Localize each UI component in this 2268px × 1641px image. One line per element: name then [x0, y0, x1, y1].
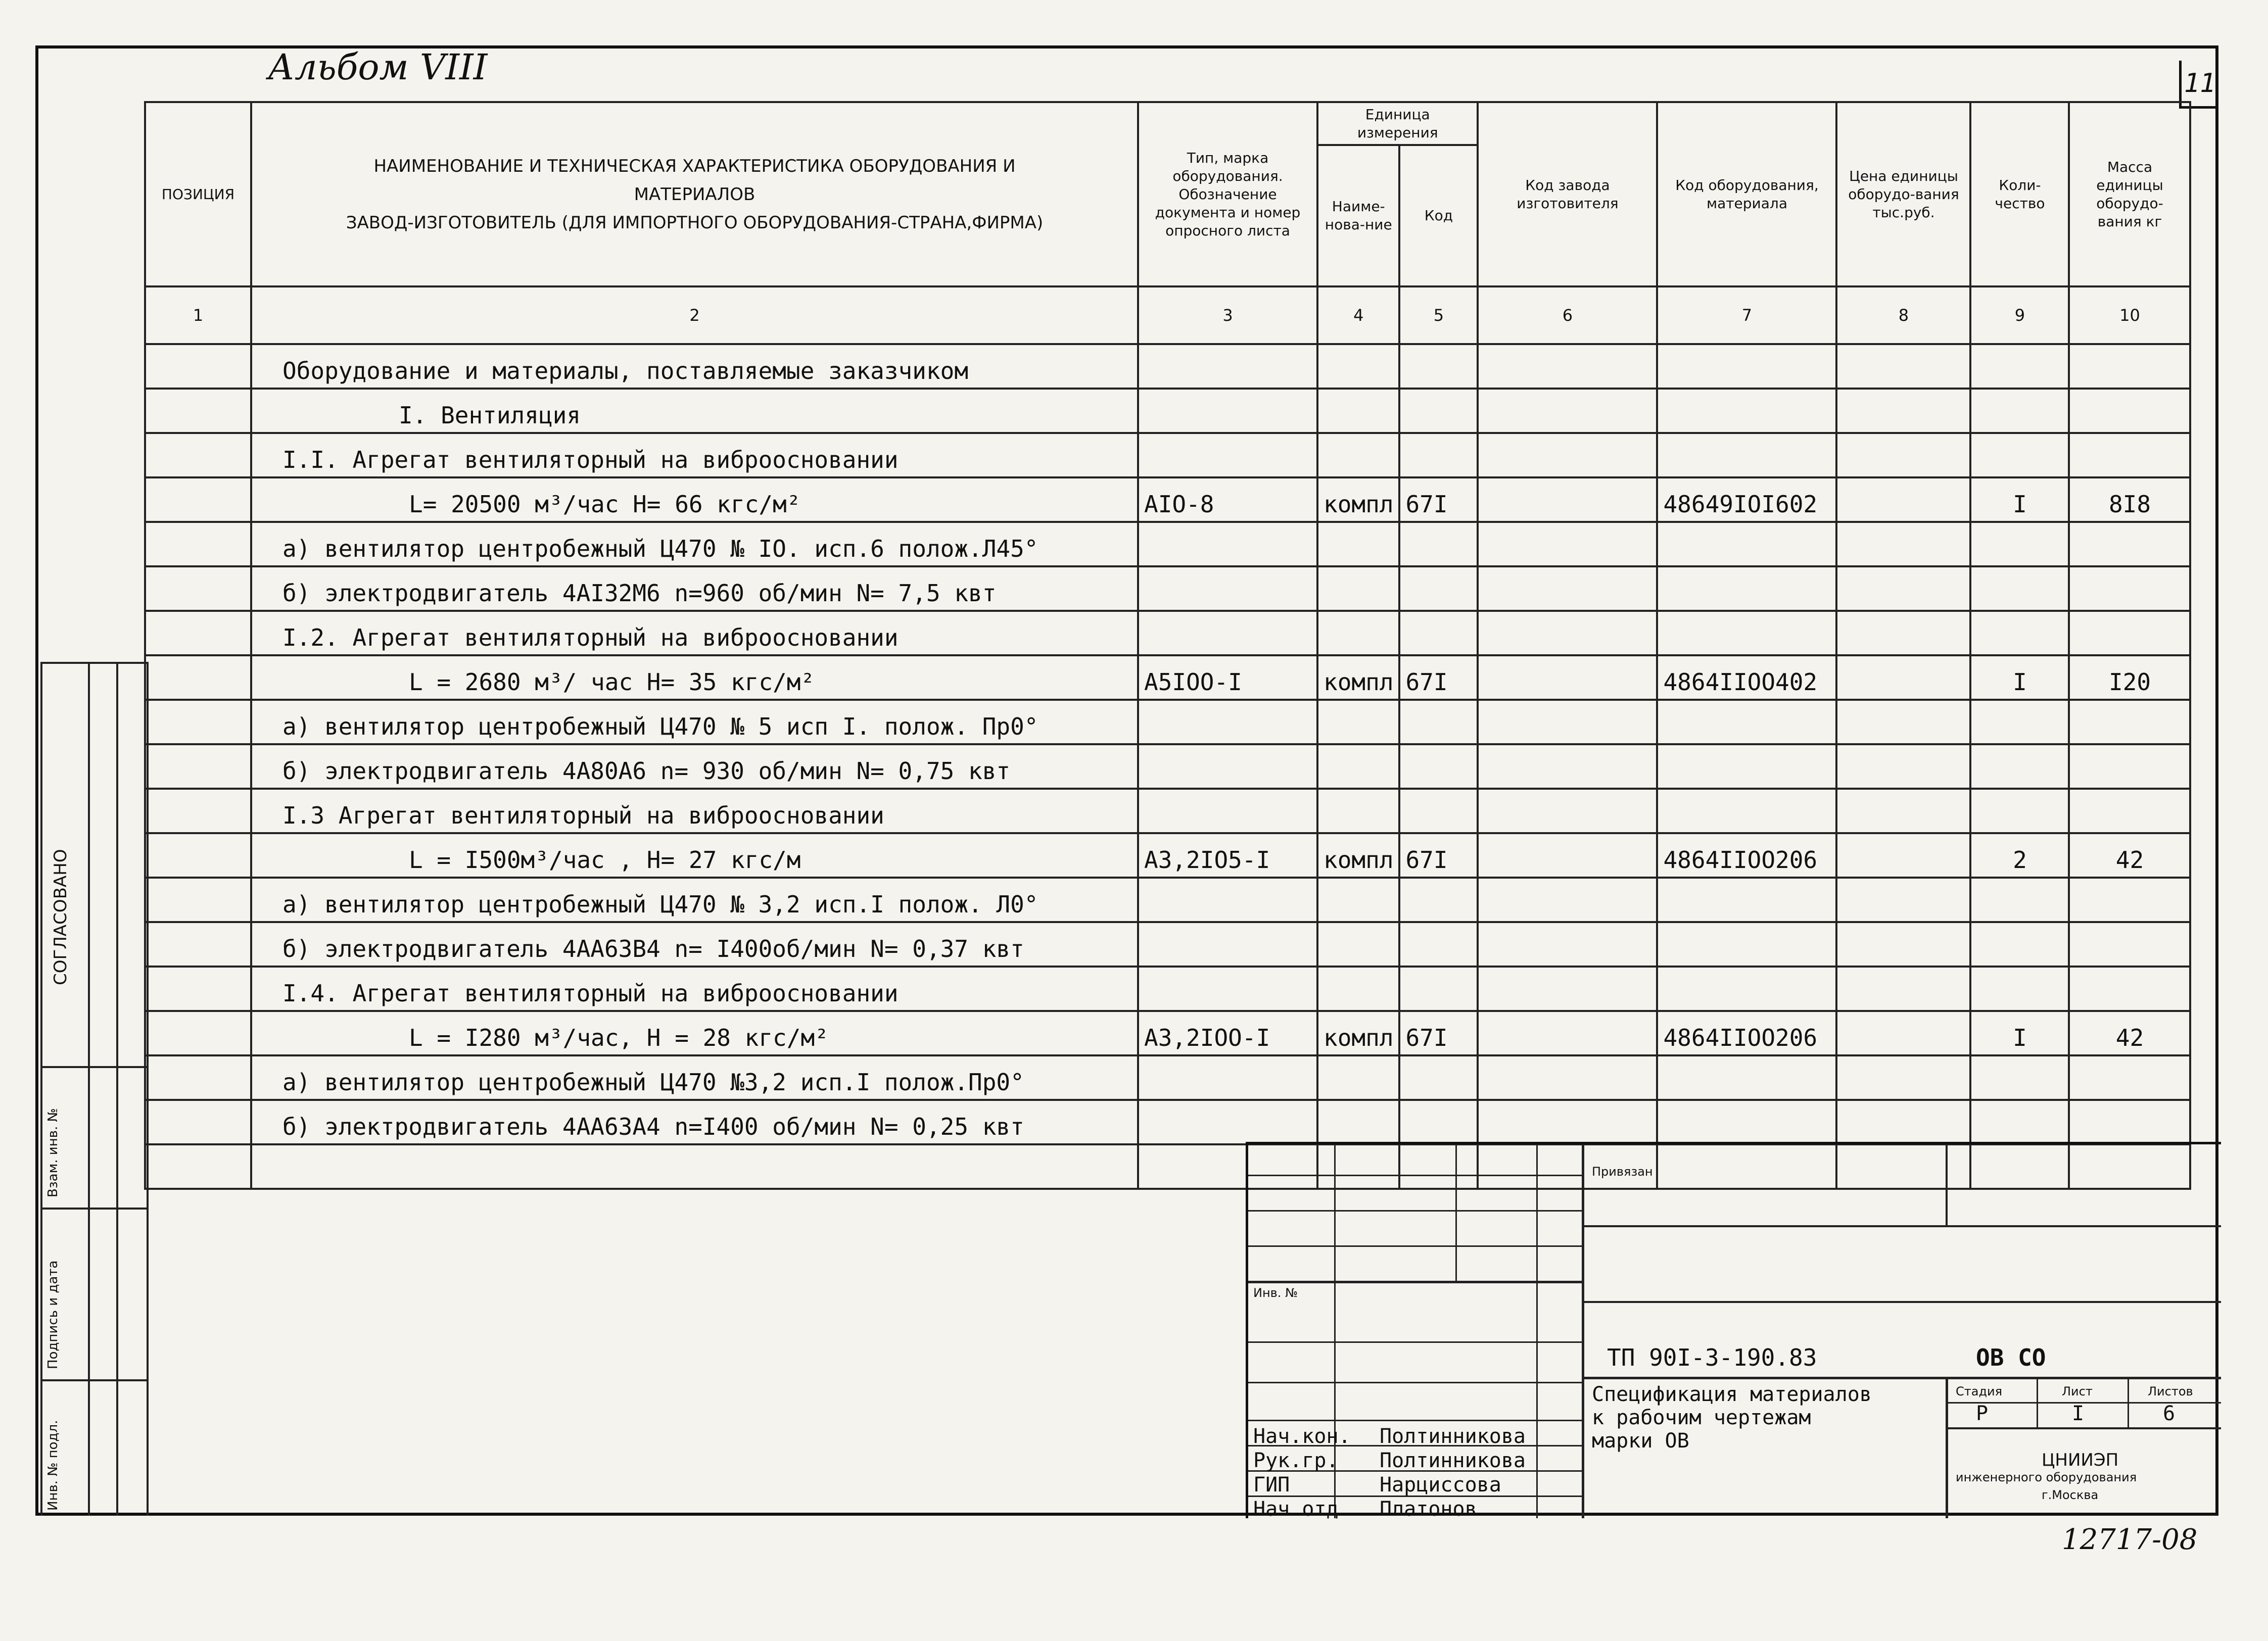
table-row — [145, 389, 2190, 433]
cell-type — [1138, 878, 1317, 922]
inv-no-label: Инв. № — [1253, 1286, 1298, 1300]
cell-type — [1138, 1100, 1317, 1144]
table-row — [145, 477, 2190, 522]
cell-pos — [145, 1100, 251, 1144]
cell-factory — [1478, 967, 1657, 1011]
col-num: 3 — [1138, 286, 1317, 344]
cell-material — [1657, 744, 1836, 789]
cell-qty — [1970, 1055, 2069, 1100]
cell-pos — [145, 433, 251, 477]
cell-material — [1657, 922, 1836, 967]
table-row — [145, 611, 2190, 655]
cell-qty — [1970, 389, 2069, 433]
header-quantity: Коли-чество — [1970, 102, 2069, 286]
cell-qty — [1970, 744, 2069, 789]
cell-unit — [1317, 789, 1399, 833]
cell-price — [1836, 878, 1970, 922]
cell-price — [1836, 611, 1970, 655]
cell-material — [1657, 878, 1836, 922]
org-line2: инженерного оборудования — [1956, 1470, 2137, 1484]
cell-qty — [1970, 1100, 2069, 1144]
header-name-line1: НАИМЕНОВАНИЕ И ТЕХНИЧЕСКАЯ ХАРАКТЕРИСТИКА ОБОРУДОВАНИЯ И — [373, 156, 1016, 176]
cell-name: а) вентилятор центробежный Ц470 № 5 исп I. полож. Пр0° — [251, 700, 1138, 744]
document-code: ТП 90I-3-190.83 — [1607, 1344, 1817, 1371]
cell-unit — [1317, 522, 1399, 566]
cell-name: а) вентилятор центробежный Ц470 №3,2 исп.I полож.Пр0° — [251, 1055, 1138, 1100]
cell-factory — [1478, 433, 1657, 477]
cell-mass: 42 — [2069, 1011, 2190, 1055]
header-price: Цена единицы оборудо-вания тыс.руб. — [1836, 102, 1970, 286]
col-num: 8 — [1836, 286, 1970, 344]
cell-mass — [2069, 344, 2190, 389]
col-num: 5 — [1399, 286, 1478, 344]
cell-qty — [1970, 878, 2069, 922]
cell-price — [1836, 1011, 1970, 1055]
cell-type — [1138, 700, 1317, 744]
table-row — [145, 922, 2190, 967]
table-row — [145, 789, 2190, 833]
sheet-number: 11 — [2179, 61, 2218, 109]
title-block — [1246, 1142, 2221, 1521]
cell-price — [1836, 789, 1970, 833]
cell-name: I.2. Агрегат вентиляторный на виброосновании — [251, 611, 1138, 655]
header-name — [251, 102, 1138, 286]
cell-mass — [2069, 744, 2190, 789]
cell-type — [1138, 566, 1317, 611]
cell-factory — [1478, 789, 1657, 833]
cell-unit — [1317, 389, 1399, 433]
cell-pos — [145, 1011, 251, 1055]
cell-unit — [1317, 922, 1399, 967]
table-row — [145, 1100, 2190, 1144]
cell-material — [1657, 611, 1836, 655]
table-row — [145, 744, 2190, 789]
header-type: Тип, марка оборудования. Обозначение документа и номер опросного листа — [1138, 102, 1317, 286]
title-line3: марки ОВ — [1592, 1429, 1689, 1453]
signature-date-label: Подпись и дата — [45, 1260, 61, 1369]
cell-code — [1399, 344, 1478, 389]
cell-price — [1836, 700, 1970, 744]
col-num: 1 — [145, 286, 251, 344]
cell-code: 67I — [1399, 477, 1478, 522]
cell-price — [1836, 833, 1970, 878]
cell-unit: компл — [1317, 1011, 1399, 1055]
cell-qty — [1970, 611, 2069, 655]
cell-type — [1138, 344, 1317, 389]
cell-mass — [2069, 789, 2190, 833]
cell-material — [1657, 522, 1836, 566]
agreed-label: СОГЛАСОВАНО — [51, 849, 71, 985]
cell-pos — [145, 566, 251, 611]
cell-mass — [2069, 700, 2190, 744]
cell-material — [1657, 344, 1836, 389]
stage-header: Стадия — [1956, 1384, 2003, 1398]
cell-factory — [1478, 389, 1657, 433]
stage-value: Р — [1976, 1402, 1989, 1425]
cell-factory — [1478, 522, 1657, 566]
title-line1: Спецификация материалов — [1592, 1383, 1872, 1406]
cell-price — [1836, 344, 1970, 389]
col-num: 7 — [1657, 286, 1836, 344]
cell-price — [1836, 566, 1970, 611]
cell-mass: 8I8 — [2069, 477, 2190, 522]
col-num: 4 — [1317, 286, 1399, 344]
table-row — [145, 344, 2190, 389]
cell-unit — [1317, 1055, 1399, 1100]
cell-factory — [1478, 833, 1657, 878]
cell-unit — [1317, 433, 1399, 477]
cell-pos — [145, 477, 251, 522]
bottom-archive-code: 12717-08 — [2062, 1523, 2198, 1556]
cell-price — [1836, 1055, 1970, 1100]
cell-code: 67I — [1399, 833, 1478, 878]
cell-unit: компл — [1317, 477, 1399, 522]
person-2: Полтинникова — [1380, 1449, 1526, 1472]
cell-type — [1138, 389, 1317, 433]
cell-unit — [1317, 967, 1399, 1011]
cell-qty — [1970, 967, 2069, 1011]
cell-pos — [145, 922, 251, 967]
privyazan-label: Привязан — [1592, 1165, 1653, 1179]
cell-factory — [1478, 744, 1657, 789]
cell-type: A3,2IOO-I — [1138, 1011, 1317, 1055]
header-factory-code: Код завода изготовителя — [1478, 102, 1657, 286]
table-row — [145, 833, 2190, 878]
cell-name: Оборудование и материалы, поставляемые заказчиком — [251, 344, 1138, 389]
cell-name: L = 2680 м³/ час H= 35 кгс/м² — [251, 655, 1138, 700]
table-row — [145, 700, 2190, 744]
cell-pos — [145, 1144, 251, 1189]
cell-unit — [1317, 700, 1399, 744]
col-num: 9 — [1970, 286, 2069, 344]
table-row — [145, 655, 2190, 700]
cell-material — [1657, 1055, 1836, 1100]
cell-code — [1399, 433, 1478, 477]
cell-mass — [2069, 922, 2190, 967]
cell-price — [1836, 522, 1970, 566]
cell-price — [1836, 922, 1970, 967]
cell-qty — [1970, 522, 2069, 566]
cell-unit — [1317, 878, 1399, 922]
column-number-row — [145, 286, 2190, 344]
cell-qty: I — [1970, 655, 2069, 700]
header-unit-code: Код — [1399, 145, 1478, 286]
table-row — [145, 967, 2190, 1011]
cell-name: б) электродвигатель 4АI32М6 n=960 об/мин N= 7,5 квт — [251, 566, 1138, 611]
cell-code — [1399, 566, 1478, 611]
cell-factory — [1478, 611, 1657, 655]
cell-type: A5IOO-I — [1138, 655, 1317, 700]
cell-mass — [2069, 566, 2190, 611]
cell-factory — [1478, 566, 1657, 611]
cell-type — [1138, 744, 1317, 789]
cell-material: 4864IIOO206 — [1657, 833, 1836, 878]
cell-price — [1836, 967, 1970, 1011]
cell-pos — [145, 344, 251, 389]
cell-code — [1399, 922, 1478, 967]
cell-unit — [1317, 344, 1399, 389]
inv-original-label: Инв. № подл. — [45, 1420, 61, 1511]
cell-qty — [1970, 789, 2069, 833]
person-4: Платонов — [1380, 1498, 1477, 1521]
cell-material: 4864IIOO402 — [1657, 655, 1836, 700]
cell-pos — [145, 744, 251, 789]
table-row — [145, 566, 2190, 611]
cell-pos — [145, 878, 251, 922]
cell-code: 67I — [1399, 655, 1478, 700]
header-material-code: Код оборудования, материала — [1657, 102, 1836, 286]
cell-name: а) вентилятор центробежный Ц470 № 3,2 исп.I полож. Л0° — [251, 878, 1138, 922]
cell-name: б) электродвигатель 4АА63А4 n=I400 об/мин N= 0,25 квт — [251, 1100, 1138, 1144]
cell-name: б) электродвигатель 4АА63В4 n= I400об/мин N= 0,37 квт — [251, 922, 1138, 967]
cell-unit — [1317, 611, 1399, 655]
cell-factory — [1478, 655, 1657, 700]
role-1: Нач.кон. — [1253, 1425, 1351, 1448]
title-line2: к рабочим чертежам — [1592, 1406, 1811, 1429]
cell-type — [1138, 1055, 1317, 1100]
cell-code — [1399, 389, 1478, 433]
role-3: ГИП — [1253, 1473, 1290, 1497]
header-mass: Масса единицы оборудо-вания кг — [2069, 102, 2190, 286]
cell-price — [1836, 477, 1970, 522]
cell-mass — [2069, 522, 2190, 566]
cell-mass — [2069, 967, 2190, 1011]
cell-pos — [145, 389, 251, 433]
left-approval-strip — [40, 662, 147, 1516]
cell-type: A3,2IO5-I — [1138, 833, 1317, 878]
cell-material — [1657, 433, 1836, 477]
cell-material: 48649IOI602 — [1657, 477, 1836, 522]
cell-pos — [145, 655, 251, 700]
cell-name: L = I280 м³/час, H = 28 кгс/м² — [251, 1011, 1138, 1055]
cell-type — [1138, 967, 1317, 1011]
specification-table — [144, 101, 2191, 1190]
cell-type — [1138, 922, 1317, 967]
cell-mass — [2069, 433, 2190, 477]
cell-code — [1399, 522, 1478, 566]
cell-code — [1399, 744, 1478, 789]
cell-qty — [1970, 433, 2069, 477]
cell-pos — [145, 789, 251, 833]
table-row — [145, 522, 2190, 566]
role-2: Рук.гр. — [1253, 1449, 1339, 1472]
cell-code — [1399, 789, 1478, 833]
cell-mass — [2069, 1055, 2190, 1100]
cell-pos — [145, 611, 251, 655]
cell-factory — [1478, 1100, 1657, 1144]
cell-code — [1399, 967, 1478, 1011]
cell-mass: I20 — [2069, 655, 2190, 700]
cell-factory — [1478, 344, 1657, 389]
cell-qty: I — [1970, 1011, 2069, 1055]
cell-mass — [2069, 878, 2190, 922]
cell-mass — [2069, 1100, 2190, 1144]
cell-qty: I — [1970, 477, 2069, 522]
sheets-value: 6 — [2163, 1402, 2176, 1425]
header-unit-name: Наиме-нова-ние — [1317, 145, 1399, 286]
cell-factory — [1478, 878, 1657, 922]
cell-name: а) вентилятор центробежный Ц470 № IO. исп.6 полож.Л45° — [251, 522, 1138, 566]
cell-name — [251, 1144, 1138, 1189]
cell-material — [1657, 566, 1836, 611]
cell-price — [1836, 655, 1970, 700]
cell-unit — [1317, 1100, 1399, 1144]
cell-factory — [1478, 922, 1657, 967]
cell-pos — [145, 522, 251, 566]
cell-factory — [1478, 700, 1657, 744]
table-row — [145, 1055, 2190, 1100]
cell-name: L= 20500 м³/час H= 66 кгс/м² — [251, 477, 1138, 522]
cell-type — [1138, 522, 1317, 566]
cell-mass — [2069, 389, 2190, 433]
cell-type — [1138, 789, 1317, 833]
person-1: Полтинникова — [1380, 1425, 1526, 1448]
org-line3: г.Москва — [2042, 1488, 2099, 1502]
cell-name: I.I. Агрегат вентиляторный на виброосновании — [251, 433, 1138, 477]
album-label: Альбом VIII — [268, 46, 488, 88]
org-line1: ЦНИИЭП — [2042, 1450, 2119, 1470]
cell-material: 4864IIOO206 — [1657, 1011, 1836, 1055]
cell-qty: 2 — [1970, 833, 2069, 878]
cell-name: L = I500м³/час , H= 27 кгс/м — [251, 833, 1138, 878]
cell-code — [1399, 1055, 1478, 1100]
header-name-line3: ЗАВОД-ИЗГОТОВИТЕЛЬ (ДЛЯ ИМПОРТНОГО ОБОРУДОВАНИЯ-СТРАНА,ФИРМА) — [346, 212, 1044, 233]
cell-code — [1399, 611, 1478, 655]
table-row — [145, 1011, 2190, 1055]
cell-qty — [1970, 922, 2069, 967]
sheet-header: Лист — [2062, 1384, 2093, 1398]
cell-name: I.3 Агрегат вентиляторный на виброосновании — [251, 789, 1138, 833]
role-4: Нач.отд. — [1253, 1498, 1351, 1521]
cell-factory — [1478, 1055, 1657, 1100]
cell-type — [1138, 611, 1317, 655]
cell-material — [1657, 789, 1836, 833]
cell-pos — [145, 967, 251, 1011]
cell-qty — [1970, 344, 2069, 389]
col-num: 2 — [251, 286, 1138, 344]
sheet-value: I — [2072, 1402, 2085, 1425]
table-row — [145, 878, 2190, 922]
cell-material — [1657, 967, 1836, 1011]
header-unit: Единица измерения — [1317, 102, 1478, 145]
cell-pos — [145, 833, 251, 878]
cell-price — [1836, 744, 1970, 789]
cell-type — [1138, 433, 1317, 477]
cell-unit — [1317, 566, 1399, 611]
cell-unit: компл — [1317, 655, 1399, 700]
cell-code — [1399, 700, 1478, 744]
cell-factory — [1478, 477, 1657, 522]
cell-mass — [2069, 611, 2190, 655]
cell-price — [1836, 389, 1970, 433]
person-3: Нарциссова — [1380, 1473, 1501, 1497]
cell-qty — [1970, 700, 2069, 744]
document-mark: ОВ СО — [1976, 1344, 2046, 1371]
cell-name: б) электродвигатель 4А80А6 n= 930 об/мин N= 0,75 квт — [251, 744, 1138, 789]
col-num: 6 — [1478, 286, 1657, 344]
cell-code — [1399, 1100, 1478, 1144]
table-row — [145, 433, 2190, 477]
cell-pos — [145, 700, 251, 744]
cell-unit — [1317, 744, 1399, 789]
cell-material — [1657, 1100, 1836, 1144]
cell-code — [1399, 878, 1478, 922]
cell-name: I.4. Агрегат вентиляторный на виброосновании — [251, 967, 1138, 1011]
cell-type: AIO-8 — [1138, 477, 1317, 522]
cell-mass: 42 — [2069, 833, 2190, 878]
cell-code: 67I — [1399, 1011, 1478, 1055]
col-num: 10 — [2069, 286, 2190, 344]
cell-price — [1836, 1100, 1970, 1144]
cell-material — [1657, 700, 1836, 744]
sheets-header: Листов — [2148, 1384, 2193, 1398]
cell-factory — [1478, 1011, 1657, 1055]
cell-unit: компл — [1317, 833, 1399, 878]
cell-price — [1836, 433, 1970, 477]
replaced-inv-label: Взам. инв. № — [45, 1108, 61, 1197]
header-name-line2: МАТЕРИАЛОВ — [634, 184, 755, 205]
header-position: ПОЗИЦИЯ — [145, 102, 251, 286]
cell-qty — [1970, 566, 2069, 611]
cell-pos — [145, 1055, 251, 1100]
cell-material — [1657, 389, 1836, 433]
cell-name: I. Вентиляция — [251, 389, 1138, 433]
